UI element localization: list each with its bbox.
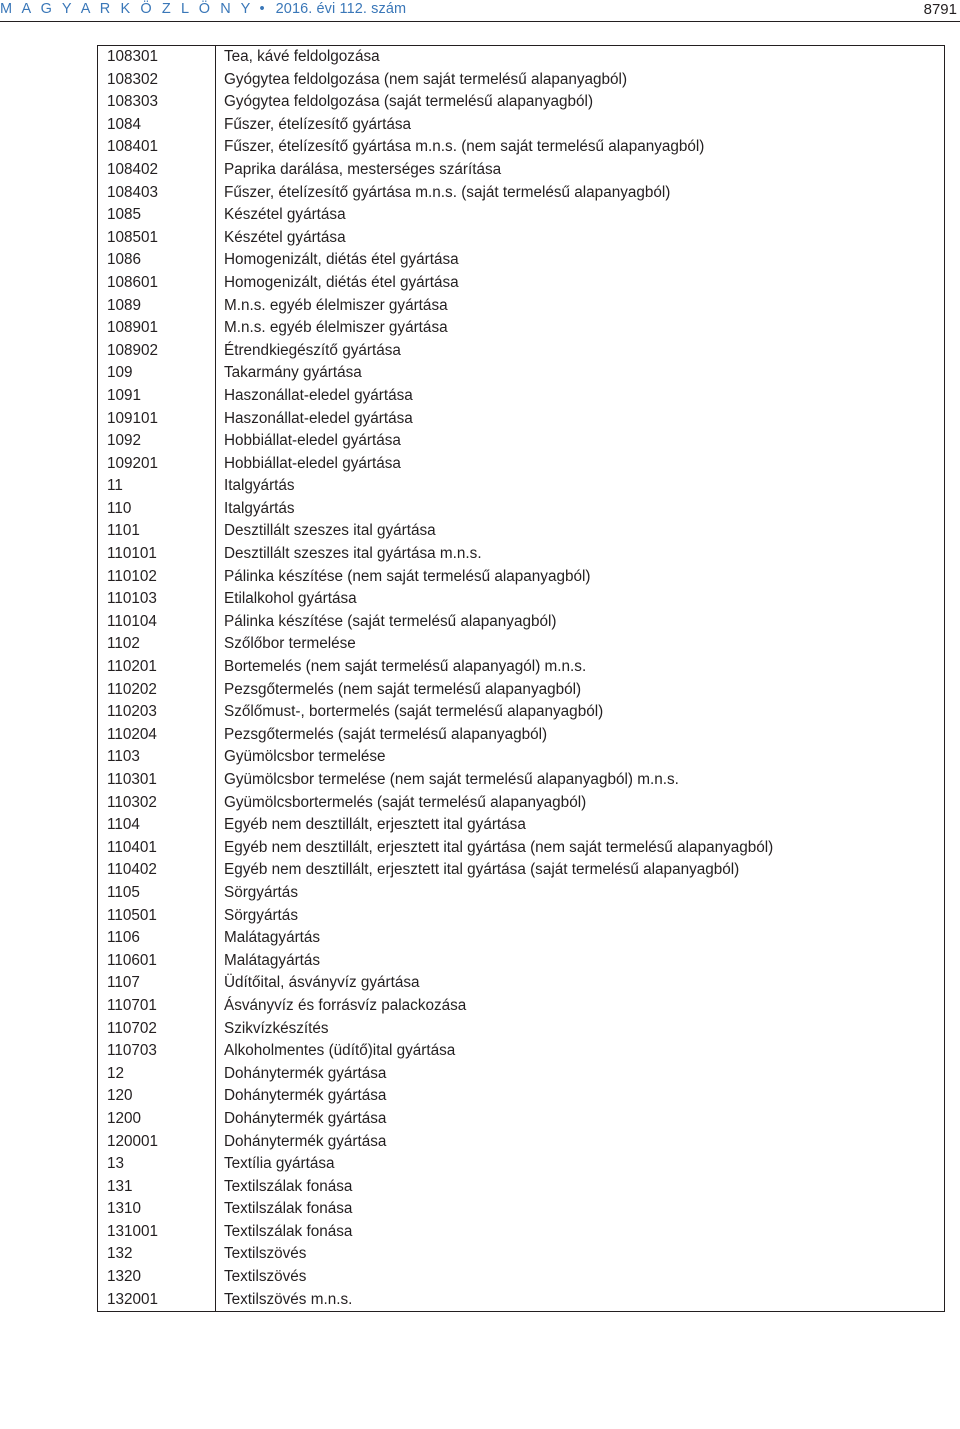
activity-code-cell: 109201 — [98, 453, 216, 476]
activity-description-cell: Paprika darálása, mesterséges szárítása — [216, 159, 945, 182]
table-row — [98, 543, 945, 566]
activity-description-cell: Textilszövés — [216, 1266, 945, 1289]
activity-description-cell: Desztillált szeszes ital gyártása — [216, 520, 945, 543]
activity-code-cell: 132 — [98, 1243, 216, 1266]
activity-description-cell: Ásványvíz és forrásvíz palackozása — [216, 995, 945, 1018]
activity-code-cell: 110104 — [98, 611, 216, 634]
table-row — [98, 227, 945, 250]
activity-description-cell: Gyógytea feldolgozása (saját termelésű alapanyagból) — [216, 91, 945, 114]
activity-code-cell: 1200 — [98, 1108, 216, 1131]
table-row — [98, 701, 945, 724]
activity-code-cell: 13 — [98, 1153, 216, 1176]
activity-code-cell: 108302 — [98, 69, 216, 92]
activity-code-cell: 110202 — [98, 679, 216, 702]
activity-description-cell: Sörgyártás — [216, 905, 945, 928]
table-row — [98, 1176, 945, 1199]
activity-code-cell: 1091 — [98, 385, 216, 408]
activity-description-cell: Gyógytea feldolgozása (nem saját termelésű alapanyagból) — [216, 69, 945, 92]
activity-description-cell: Pálinka készítése (saját termelésű alapanyagból) — [216, 611, 945, 634]
activity-code-cell: 110203 — [98, 701, 216, 724]
activity-code-table — [97, 45, 945, 1312]
activity-code-cell: 110103 — [98, 588, 216, 611]
activity-description-cell: Pezsgőtermelés (nem saját termelésű alapanyagból) — [216, 679, 945, 702]
journal-heading — [0, 1, 406, 17]
activity-description-cell: Szőlőmust-, bortermelés (saját termelésű alapanyagból) — [216, 701, 945, 724]
activity-code-cell: 110703 — [98, 1040, 216, 1063]
table-row — [98, 950, 945, 973]
table-row — [98, 272, 945, 295]
activity-description-cell: Alkoholmentes (üdítő)ital gyártása — [216, 1040, 945, 1063]
table-row — [98, 182, 945, 205]
table-row — [98, 69, 945, 92]
activity-description-cell: Haszonállat-eledel gyártása — [216, 408, 945, 431]
activity-description-cell: Etilalkohol gyártása — [216, 588, 945, 611]
activity-description-cell: Textilszálak fonása — [216, 1176, 945, 1199]
activity-description-cell: Gyümölcsbor termelése (nem saját termelésű alapanyagból) m.n.s. — [216, 769, 945, 792]
table-row — [98, 1289, 945, 1312]
activity-code-cell: 1086 — [98, 249, 216, 272]
activity-description-cell: Pálinka készítése (nem saját termelésű alapanyagból) — [216, 566, 945, 589]
table-row — [98, 136, 945, 159]
activity-code-cell: 1105 — [98, 882, 216, 905]
table-row — [98, 159, 945, 182]
page-header — [0, 0, 960, 22]
table-row — [98, 588, 945, 611]
activity-code-cell: 110301 — [98, 769, 216, 792]
activity-code-cell: 1084 — [98, 114, 216, 137]
activity-description-cell: Malátagyártás — [216, 950, 945, 973]
table-row — [98, 453, 945, 476]
activity-code-cell: 110302 — [98, 792, 216, 815]
table-row — [98, 679, 945, 702]
activity-code-cell: 110204 — [98, 724, 216, 747]
activity-description-cell: Italgyártás — [216, 498, 945, 521]
activity-code-cell: 1104 — [98, 814, 216, 837]
table-row — [98, 317, 945, 340]
table-row — [98, 385, 945, 408]
table-row — [98, 972, 945, 995]
activity-description-cell: Homogenizált, diétás étel gyártása — [216, 249, 945, 272]
activity-description-cell: Dohánytermék gyártása — [216, 1085, 945, 1108]
activity-description-cell: Pezsgőtermelés (saját termelésű alapanyagból) — [216, 724, 945, 747]
activity-code-cell: 108402 — [98, 159, 216, 182]
table-row — [98, 814, 945, 837]
activity-description-cell: Gyümölcsbor termelése — [216, 746, 945, 769]
activity-code-cell: 1092 — [98, 430, 216, 453]
activity-code-cell: 109101 — [98, 408, 216, 431]
activity-code-cell: 108403 — [98, 182, 216, 205]
activity-code-cell: 108501 — [98, 227, 216, 250]
table-row — [98, 249, 945, 272]
activity-code-cell: 1101 — [98, 520, 216, 543]
table-row — [98, 611, 945, 634]
activity-description-cell: Bortemelés (nem saját termelésű alapanyagól) m.n.s. — [216, 656, 945, 679]
activity-description-cell: Szőlőbor termelése — [216, 633, 945, 656]
activity-code-cell: 110 — [98, 498, 216, 521]
activity-code-cell: 108301 — [98, 46, 216, 69]
journal-title: M A G Y A R K Ö Z L Ö N Y — [0, 1, 254, 17]
activity-code-cell: 131 — [98, 1176, 216, 1199]
activity-code-cell: 110102 — [98, 566, 216, 589]
activity-code-cell: 108401 — [98, 136, 216, 159]
activity-description-cell: Dohánytermék gyártása — [216, 1063, 945, 1086]
activity-description-cell: Készétel gyártása — [216, 204, 945, 227]
table-row — [98, 769, 945, 792]
table-row — [98, 995, 945, 1018]
activity-code-cell: 110501 — [98, 905, 216, 928]
activity-code-cell: 110701 — [98, 995, 216, 1018]
table-row — [98, 1153, 945, 1176]
activity-description-cell: Üdítőital, ásványvíz gyártása — [216, 972, 945, 995]
activity-description-cell: Hobbiállat-eledel gyártása — [216, 453, 945, 476]
table-row — [98, 1063, 945, 1086]
activity-description-cell: Italgyártás — [216, 475, 945, 498]
activity-code-cell: 110201 — [98, 656, 216, 679]
table-row — [98, 475, 945, 498]
activity-code-cell: 108601 — [98, 272, 216, 295]
activity-description-cell: Fűszer, ételízesítő gyártása m.n.s. (nem saját termelésű alapanyagból) — [216, 136, 945, 159]
activity-description-cell: Egyéb nem desztillált, erjesztett ital gyártása (saját termelésű alapanyagból) — [216, 859, 945, 882]
activity-code-cell: 110401 — [98, 837, 216, 860]
table-row — [98, 859, 945, 882]
header-divider — [0, 21, 960, 22]
activity-description-cell: Gyümölcsbortermelés (saját termelésű alapanyagból) — [216, 792, 945, 815]
table-row — [98, 408, 945, 431]
activity-code-cell: 110702 — [98, 1018, 216, 1041]
table-row — [98, 1221, 945, 1244]
activity-description-cell: M.n.s. egyéb élelmiszer gyártása — [216, 317, 945, 340]
table-row — [98, 295, 945, 318]
activity-description-cell: Egyéb nem desztillált, erjesztett ital gyártása (nem saját termelésű alapanyagból) — [216, 837, 945, 860]
activity-code-cell: 108902 — [98, 340, 216, 363]
activity-code-cell: 1106 — [98, 927, 216, 950]
activity-code-cell: 110101 — [98, 543, 216, 566]
table-row — [98, 1198, 945, 1221]
table-row — [98, 927, 945, 950]
activity-description-cell: Tea, kávé feldolgozása — [216, 46, 945, 69]
activity-description-cell: M.n.s. egyéb élelmiszer gyártása — [216, 295, 945, 318]
activity-code-cell: 110601 — [98, 950, 216, 973]
table-row — [98, 566, 945, 589]
activity-description-cell: Textilszálak fonása — [216, 1198, 945, 1221]
table-row — [98, 746, 945, 769]
table-row — [98, 1131, 945, 1154]
activity-code-cell: 1320 — [98, 1266, 216, 1289]
table-row — [98, 46, 945, 69]
table-row — [98, 656, 945, 679]
table-row — [98, 837, 945, 860]
activity-code-cell: 108901 — [98, 317, 216, 340]
activity-description-cell: Fűszer, ételízesítő gyártása — [216, 114, 945, 137]
activity-description-cell: Desztillált szeszes ital gyártása m.n.s. — [216, 543, 945, 566]
table-row — [98, 1018, 945, 1041]
activity-description-cell: Haszonállat-eledel gyártása — [216, 385, 945, 408]
table-row — [98, 1085, 945, 1108]
page-number: 8791 — [923, 1, 957, 18]
table-row — [98, 633, 945, 656]
activity-description-cell: Hobbiállat-eledel gyártása — [216, 430, 945, 453]
activity-code-cell: 132001 — [98, 1289, 216, 1312]
activity-code-cell: 1310 — [98, 1198, 216, 1221]
table-row — [98, 520, 945, 543]
table-row — [98, 204, 945, 227]
activity-description-cell: Textília gyártása — [216, 1153, 945, 1176]
table-row — [98, 1108, 945, 1131]
issue-number: 2016. évi 112. szám — [275, 1, 407, 17]
activity-description-cell: Textilszövés m.n.s. — [216, 1289, 945, 1312]
activity-description-cell: Takarmány gyártása — [216, 362, 945, 385]
activity-description-cell: Textilszövés — [216, 1243, 945, 1266]
activity-code-cell: 1085 — [98, 204, 216, 227]
table-row — [98, 905, 945, 928]
table-row — [98, 340, 945, 363]
activity-code-cell: 131001 — [98, 1221, 216, 1244]
activity-description-cell: Szikvízkészítés — [216, 1018, 945, 1041]
activity-code-cell: 120 — [98, 1085, 216, 1108]
bullet-separator: • — [259, 1, 265, 17]
activity-description-cell: Étrendkiegészítő gyártása — [216, 340, 945, 363]
table-row — [98, 882, 945, 905]
activity-code-cell: 1103 — [98, 746, 216, 769]
table-row — [98, 430, 945, 453]
activity-code-cell: 11 — [98, 475, 216, 498]
table-row — [98, 724, 945, 747]
activity-code-cell: 110402 — [98, 859, 216, 882]
table-row — [98, 792, 945, 815]
activity-description-cell: Textilszálak fonása — [216, 1221, 945, 1244]
table-row — [98, 91, 945, 114]
activity-code-cell: 109 — [98, 362, 216, 385]
table-row — [98, 1266, 945, 1289]
activity-code-cell: 12 — [98, 1063, 216, 1086]
activity-code-cell: 108303 — [98, 91, 216, 114]
table-row — [98, 362, 945, 385]
table-row — [98, 1243, 945, 1266]
table-row — [98, 114, 945, 137]
activity-code-rows — [98, 46, 945, 1312]
activity-description-cell: Dohánytermék gyártása — [216, 1108, 945, 1131]
activity-description-cell: Malátagyártás — [216, 927, 945, 950]
activity-description-cell: Készétel gyártása — [216, 227, 945, 250]
activity-code-cell: 1102 — [98, 633, 216, 656]
activity-code-cell: 1107 — [98, 972, 216, 995]
activity-description-cell: Homogenizált, diétás étel gyártása — [216, 272, 945, 295]
table-row — [98, 498, 945, 521]
activity-description-cell: Dohánytermék gyártása — [216, 1131, 945, 1154]
activity-code-cell: 120001 — [98, 1131, 216, 1154]
activity-description-cell: Egyéb nem desztillált, erjesztett ital gyártása — [216, 814, 945, 837]
table-row — [98, 1040, 945, 1063]
activity-description-cell: Sörgyártás — [216, 882, 945, 905]
activity-code-cell: 1089 — [98, 295, 216, 318]
activity-description-cell: Fűszer, ételízesítő gyártása m.n.s. (saját termelésű alapanyagból) — [216, 182, 945, 205]
